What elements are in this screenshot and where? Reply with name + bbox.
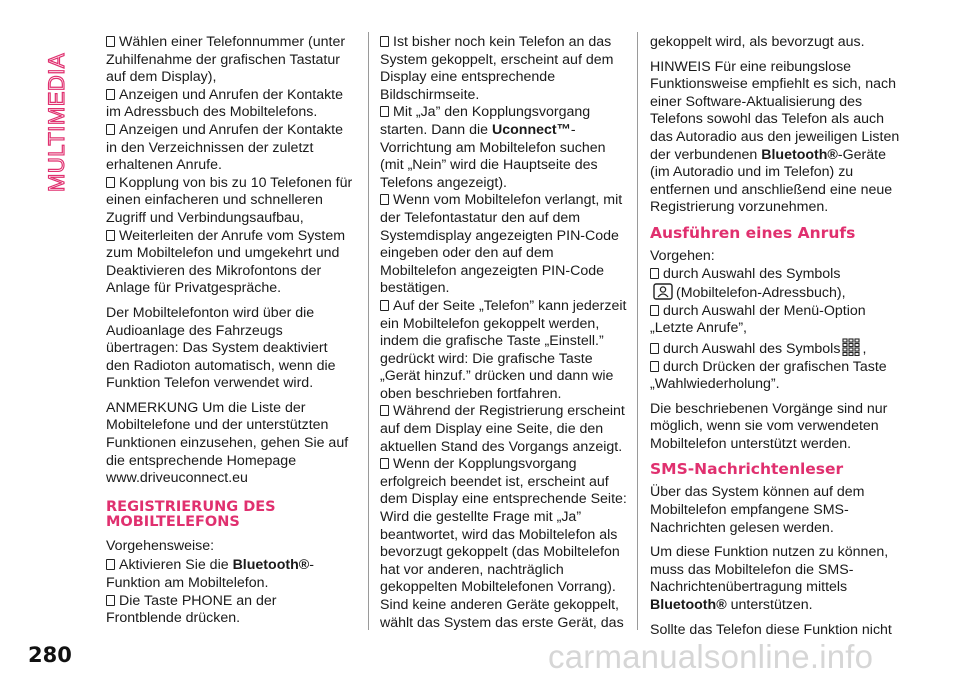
bullet-item: Aktivieren Sie die Bluetooth®-Funktion am Mobiltelefon. bbox=[106, 557, 314, 592]
paragraph: Die beschriebenen Vorgänge sind nur möglich, wenn sie vom verwendeten Mobiltelefon unterstützt werden. bbox=[650, 400, 888, 452]
bullet-item: Die Taste PHONE an der Frontblende drücken. bbox=[106, 592, 277, 627]
bullet-item: durch Drücken der grafischen Taste „Wahlwiederholung”. bbox=[650, 358, 887, 393]
bullet-item: durch Auswahl der Menü-Option „Letzte Anrufe”, bbox=[650, 302, 866, 337]
bullet-item: Wenn der Kopplungsvorgang erfolgreich beendet ist, erscheint auf dem Display eine entsprechende Seite: Wird die gestellte Frage mit „Ja” beantwortet, wird das Mobiltelefon als bevorzugt gekoppelt (das Mobiltelefon hat vor anderen, nachträglich gekoppelten Mobiltelefonen Vorrang). Sind keine anderen Geräte gekoppelt, wählt das System das erste Gerät, das bbox=[380, 456, 627, 631]
paragraph: Über das System können auf dem Mobiltelefon empfangene SMS-Nachrichten gelesen werden. bbox=[650, 484, 865, 536]
note-paragraph: HINWEIS Für eine reibungslose Funktionsweise empfiehlt es sich, nach einer Software-Aktualisierung des Telefons sowohl das Telefon als auch das Autoradio aus den jeweiligen Listen der verbundenen Bluetooth®-Geräte (im Autoradio und im Telefon) zu entfernen und anschließend eine neue Registrierung vorzunehmen. bbox=[650, 58, 900, 216]
bullet-item: Anzeigen und Anrufen der Kontakte im Adressbuch des Mobiltelefons. bbox=[106, 86, 344, 121]
bullet-item: Ist bisher noch kein Telefon an das System gekoppelt, erscheint auf dem Display eine entsprechende Bildschirmseite. bbox=[380, 34, 614, 103]
bullet-icon bbox=[106, 177, 115, 188]
section-label-text: MULTIMEDIA bbox=[44, 52, 69, 192]
page-number: 280 bbox=[28, 643, 72, 667]
bullet-icon bbox=[380, 300, 389, 311]
column-left bbox=[106, 34, 354, 628]
bullet-item: Wenn vom Mobiltelefon verlangt, mit der Telefontastatur den auf dem Systemdisplay angezeigten PIN-Code eingeben oder den auf dem Mobiltelefon angezeigten PIN-Code bestätigen. bbox=[380, 192, 623, 297]
bullet-icon bbox=[380, 194, 389, 205]
bullet-item: Anzeigen und Anrufen der Kontakte in den Verzeichnissen der zuletzt erhaltenen Anrufe. bbox=[106, 121, 344, 174]
bullet-icon bbox=[106, 89, 115, 100]
paragraph: Vorgehensweise: bbox=[106, 537, 215, 554]
bullet-icon bbox=[380, 106, 389, 117]
section-heading: SMS-Nachrichtenleser bbox=[650, 460, 844, 479]
paragraph: Vorgehen: bbox=[650, 247, 715, 264]
note-paragraph: ANMERKUNG Um die Liste der Mobiltelefone und der unterstützten Funktionen einzusehen, gehen Sie auf die entsprechende Homepage www.driveuconnect.eu bbox=[106, 399, 349, 487]
bullet-icon bbox=[106, 230, 115, 241]
bullet-icon bbox=[106, 595, 115, 606]
bullet-icon bbox=[106, 36, 115, 47]
column-right bbox=[650, 34, 900, 646]
watermark: carmanualsonline.info bbox=[548, 638, 874, 675]
paragraph: Sollte das Telefon diese Funktion nicht bbox=[650, 621, 892, 638]
column-middle bbox=[380, 34, 632, 632]
paragraph: gekoppelt wird, als bevorzugt aus. bbox=[650, 34, 865, 50]
section-label bbox=[26, 30, 116, 210]
bullet-item: durch Auswahl des Symbols (Mobiltelefon-Adressbuch), bbox=[650, 266, 900, 303]
bullet-item: Kopplung von bis zu 10 Telefonen für einen einfacheren und schnelleren Zugriff und Verbindungsaufbau, bbox=[106, 174, 353, 226]
bullet-icon bbox=[380, 458, 389, 469]
section-heading: Ausführen eines Anrufs bbox=[650, 223, 856, 242]
bullet-icon bbox=[380, 36, 389, 47]
column-divider bbox=[637, 32, 638, 630]
bullet-item: Wählen einer Telefonnummer (unter Zuhilfenahme der grafischen Tastatur auf dem Display), bbox=[106, 34, 346, 86]
section-heading: REGISTRIERUNG DES MOBILTELEFONS bbox=[106, 498, 276, 530]
column-divider bbox=[368, 32, 369, 630]
bullet-item: durch Auswahl des Symbols , bbox=[650, 338, 900, 359]
paragraph: Um diese Funktion nutzen zu können, muss das Mobiltelefon die SMS-Nachrichtenübertragung mittels Bluetooth® unterstützen. bbox=[650, 544, 889, 614]
keypad-icon bbox=[842, 338, 860, 356]
bullet-item: Während der Registrierung erscheint auf dem Display eine Seite, die den aktuellen Stand des Vorgangs anzeigt. bbox=[380, 403, 625, 455]
bullet-icon bbox=[650, 268, 659, 279]
bullet-item: Weiterleiten der Anrufe vom System zum Mobiltelefon und umgekehrt und Deaktivieren des Mikrofontons der Anlage für Privatgespräche. bbox=[106, 227, 346, 297]
paragraph: Der Mobiltelefonton wird über die Audioanlage des Fahrzeugs übertragen: Das System deaktiviert den Radioton automatisch, wenn die Funktion Telefon verwendet wird. bbox=[106, 304, 336, 392]
bullet-icon bbox=[650, 343, 659, 354]
bullet-item: Auf der Seite „Telefon” kann jederzeit ein Mobiltelefon gekoppelt werden, indem die grafische Taste „Einstell.” gedrückt wird: Die grafische Taste „Gerät hinzuf.” drücken und dann wie oben beschrieben fortfahren. bbox=[380, 297, 627, 402]
bullet-icon bbox=[106, 559, 115, 570]
bullet-item: Mit „Ja” den Kopplungsvorgang starten. Dann die Uconnect™-Vorrichtung am Mobiltelefon suchen (mit „Nein” wird die Hauptseite des Telefons angezeigt). bbox=[380, 104, 606, 191]
bullet-icon bbox=[650, 361, 659, 372]
bullet-icon bbox=[650, 305, 659, 316]
bullet-icon bbox=[106, 124, 115, 135]
phonebook-icon bbox=[652, 283, 674, 300]
bullet-icon bbox=[380, 405, 389, 416]
